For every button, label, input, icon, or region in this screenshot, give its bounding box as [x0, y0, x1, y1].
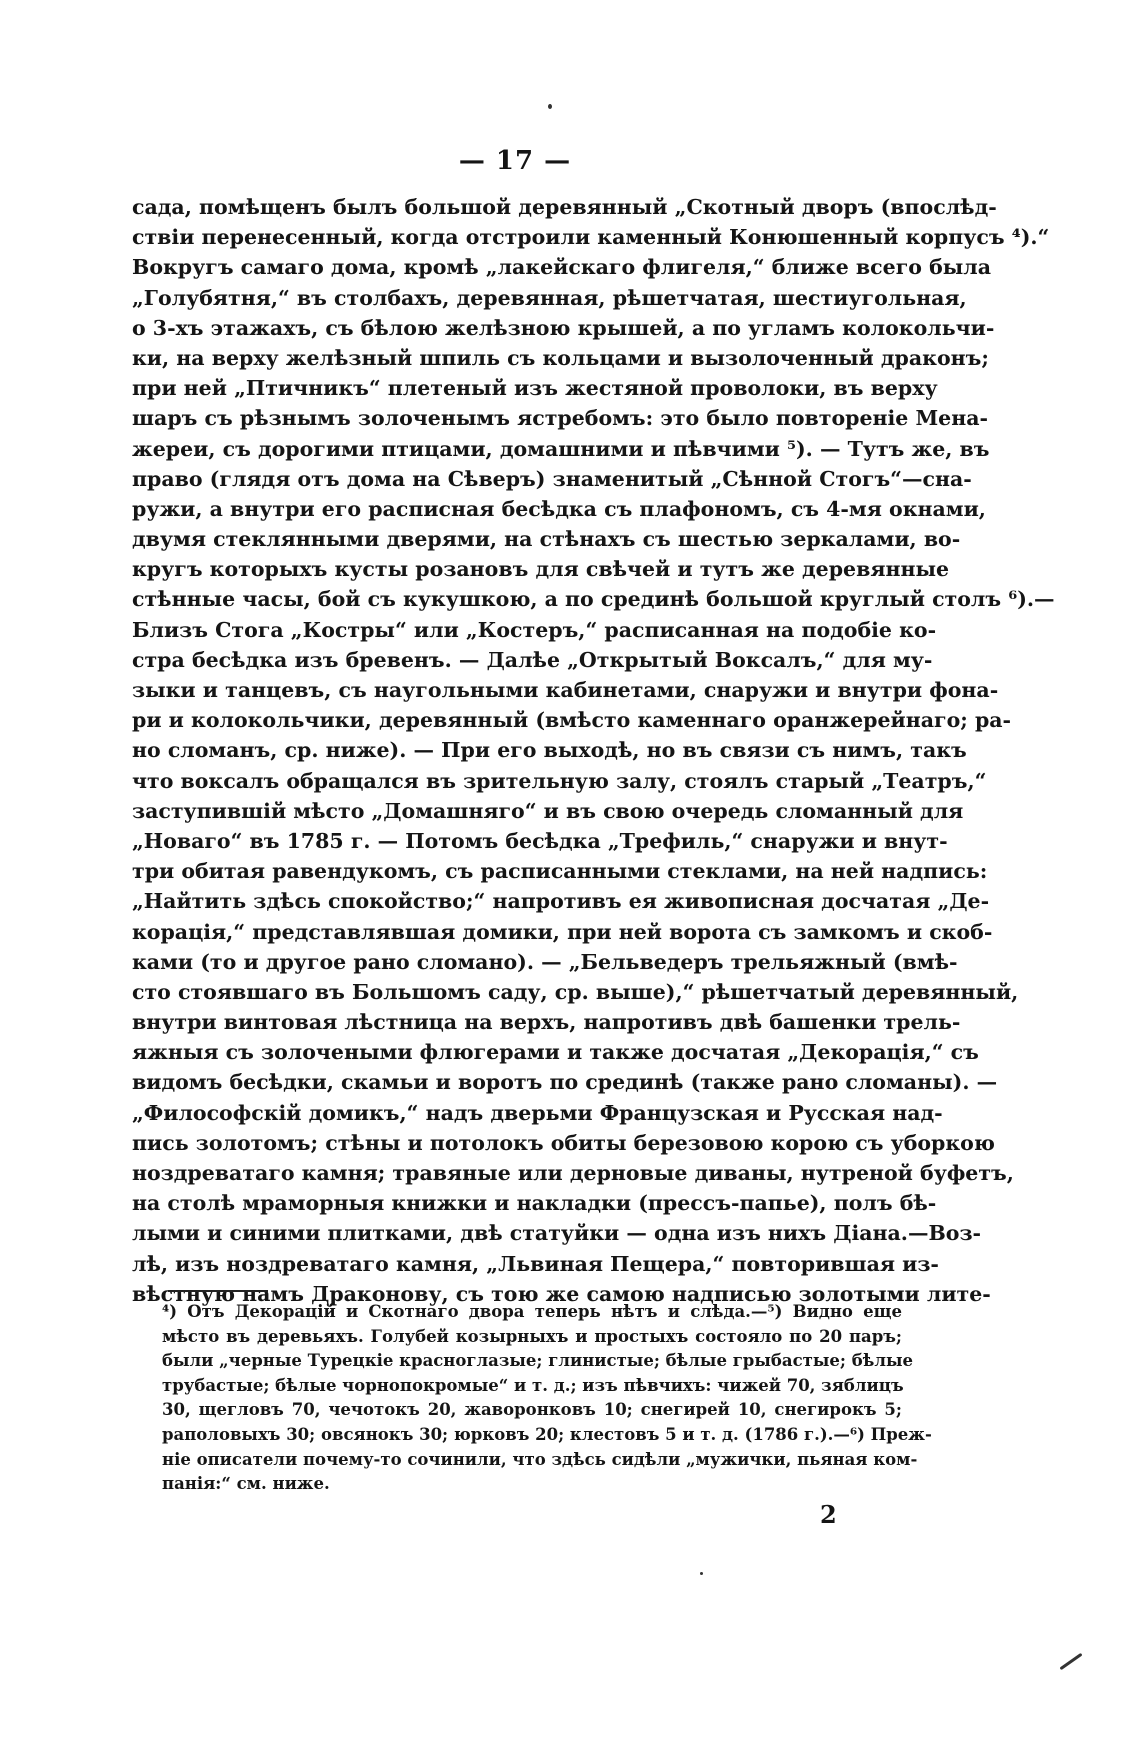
text-line: Близъ Стога „Костры“ или „Костеръ,“ расписанная на подобіе ко-: [132, 617, 937, 642]
text-line: заступившій мѣсто „Домашняго“ и въ свою очередь сломанный для: [132, 798, 964, 823]
scan-speck: [700, 1572, 703, 1575]
text-line: при ней „Птичникъ“ плетеный изъ жестяной проволоки, въ верху: [132, 376, 938, 401]
main-text: [132, 192, 1055, 1309]
text-line: стра бесѣдка изъ бревенъ. — Далѣе „Открытый Воксалъ,“ для му-: [132, 647, 933, 672]
footnote-separator: [168, 1290, 268, 1292]
footnote-line: ⁴) Отъ Декорацій и Скотнаго двора теперь нѣтъ и слѣда.—⁵) Видно еще: [162, 1302, 902, 1321]
text-line: „Новаго“ въ 1785 г. — Потомъ бесѣдка „Трефиль,“ снаружи и внут-: [132, 828, 948, 853]
text-line: „Голубятня,“ въ столбахъ, деревянная, рѣшетчатая, шестиугольная,: [132, 285, 967, 310]
text-line: пись золотомъ; стѣны и потолокъ обиты березовою корою съ уборкою: [132, 1130, 995, 1155]
footnote-line: панія:“ см. ниже.: [162, 1474, 330, 1494]
text-line: яжныя съ золочеными флюгерами и также досчатая „Декорація,“ съ: [132, 1040, 979, 1065]
footnote-line: были „черные Турецкіе красноглазые; глинистые; бѣлые грыбастые; бѣлые: [162, 1351, 913, 1371]
text-line: на столѣ мраморныя книжки и накладки (прессъ-папье), полъ бѣ-: [132, 1191, 937, 1216]
text-line: ри и колокольчики, деревянный (вмѣсто каменнаго оранжерейнаго; ра-: [132, 708, 1012, 733]
scan-speck: [1059, 1653, 1082, 1670]
text-line: „Философскій домикъ,“ надъ дверьми Французская и Русская над-: [132, 1100, 943, 1125]
text-line: двумя стеклянными дверями, на стѣнахъ съ шестью зеркалами, во-: [132, 527, 961, 552]
text-line: сто стоявшаго въ Большомъ саду, ср. выше),“ рѣшетчатый деревянный,: [132, 979, 1019, 1004]
text-line: сада, помѣщенъ былъ большой деревянный „Скотный дворъ (впослѣд-: [132, 195, 997, 219]
page-number: — 17 —: [458, 146, 572, 176]
text-line: ружи, а внутри его расписная бесѣдка съ плафономъ, съ 4-мя окнами,: [132, 496, 986, 521]
footnote-line: ніе описатели почему-то сочинили, что здѣсь сидѣли „мужички, пьяная ком-: [162, 1449, 918, 1469]
text-line: лыми и синими плитками, двѣ статуйки — одна изъ нихъ Діана.—Воз-: [132, 1221, 982, 1246]
footnote-line: раполовыхъ 30; овсянокъ 30; юрковъ 20; клестовъ 5 и т. д. (1786 г.).—⁶) Преж-: [162, 1424, 932, 1444]
text-line: но сломанъ, ср. ниже). — При его выходѣ, но въ связи съ нимъ, такъ: [132, 738, 967, 763]
text-line: лѣ, изъ ноздреватаго камня, „Львиная Пещера,“ повторившая из-: [132, 1251, 939, 1276]
text-line: вѣстную намъ Драконову, съ тою же самою надписью золотыми лите-: [132, 1281, 991, 1306]
footnote-line: мѣсто въ деревьяхъ. Голубей козырныхъ и простыхъ состояло по 20 паръ;: [162, 1326, 902, 1346]
text-line: ками (то и другое рано сломано). — „Бельведеръ трельяжный (вмѣ-: [132, 949, 958, 974]
text-line: три обитая равендукомъ, съ расписанными стеклами, на ней надпись:: [132, 859, 988, 884]
text-line: ноздреватаго камня; травяные или дерновые диваны, нутреной буфетъ,: [132, 1161, 1014, 1185]
text-line: Вокругъ самаго дома, кромѣ „лакейскаго флигеля,“ ближе всего была: [132, 255, 992, 280]
text-line: стѣнные часы, бой съ кукушкою, а по срединѣ большой круглый столъ ⁶).—: [132, 587, 1055, 612]
footnote-line: трубастые; бѣлые чорнопокромые“ и т. д.; изъ пѣвчихъ: чижей 70, зяблицъ: [162, 1375, 904, 1395]
text-line: право (глядя отъ дома на Сѣверъ) знаменитый „Сѣнной Стогъ“—сна-: [132, 466, 972, 491]
scan-speck: [548, 104, 552, 109]
footnote-line: 30, щегловъ 70, чечотокъ 20, жаворонковъ 10; снегирей 10, снегирокъ 5;: [162, 1400, 902, 1420]
text-line: кругъ которыхъ кусты розановъ для свѣчей и тутъ же деревянные: [132, 557, 950, 582]
signature-mark: 2: [820, 1500, 837, 1529]
text-line: видомъ бесѣдки, скамьи и воротъ по срединѣ (также рано сломаны). —: [132, 1070, 998, 1095]
text-line: шаръ съ рѣзнымъ золоченымъ ястребомъ: это было повтореніе Мена-: [132, 406, 989, 431]
text-line: „Найтить здѣсь спокойство;“ напротивъ ея живописная досчатая „Де-: [132, 889, 990, 914]
text-line: внутри винтовая лѣстница на верхъ, напротивъ двѣ башенки трель-: [132, 1010, 961, 1035]
text-line: зыки и танцевъ, съ наугольными кабинетами, снаружи и внутри фона-: [132, 678, 999, 702]
text-line: ки, на верху желѣзный шпиль съ кольцами и вызолоченный драконъ;: [132, 345, 989, 370]
text-line: корація,“ представлявшая домики, при ней ворота съ замкомъ и скоб-: [132, 919, 993, 944]
text-line: о 3-хъ этажахъ, съ бѣлою желѣзною крышей, а по угламъ колокольчи-: [132, 315, 995, 340]
text-line: ствіи перенесенный, когда отстроили каменный Конюшенный корпусъ ⁴).“: [132, 225, 1050, 250]
text-line: что воксалъ обращался въ зрительную залу, стоялъ старый „Театръ,“: [132, 768, 987, 793]
text-line: жереи, съ дорогими птицами, домашними и пѣвчими ⁵). — Тутъ же, въ: [132, 436, 990, 461]
footnotes: [162, 1300, 932, 1497]
